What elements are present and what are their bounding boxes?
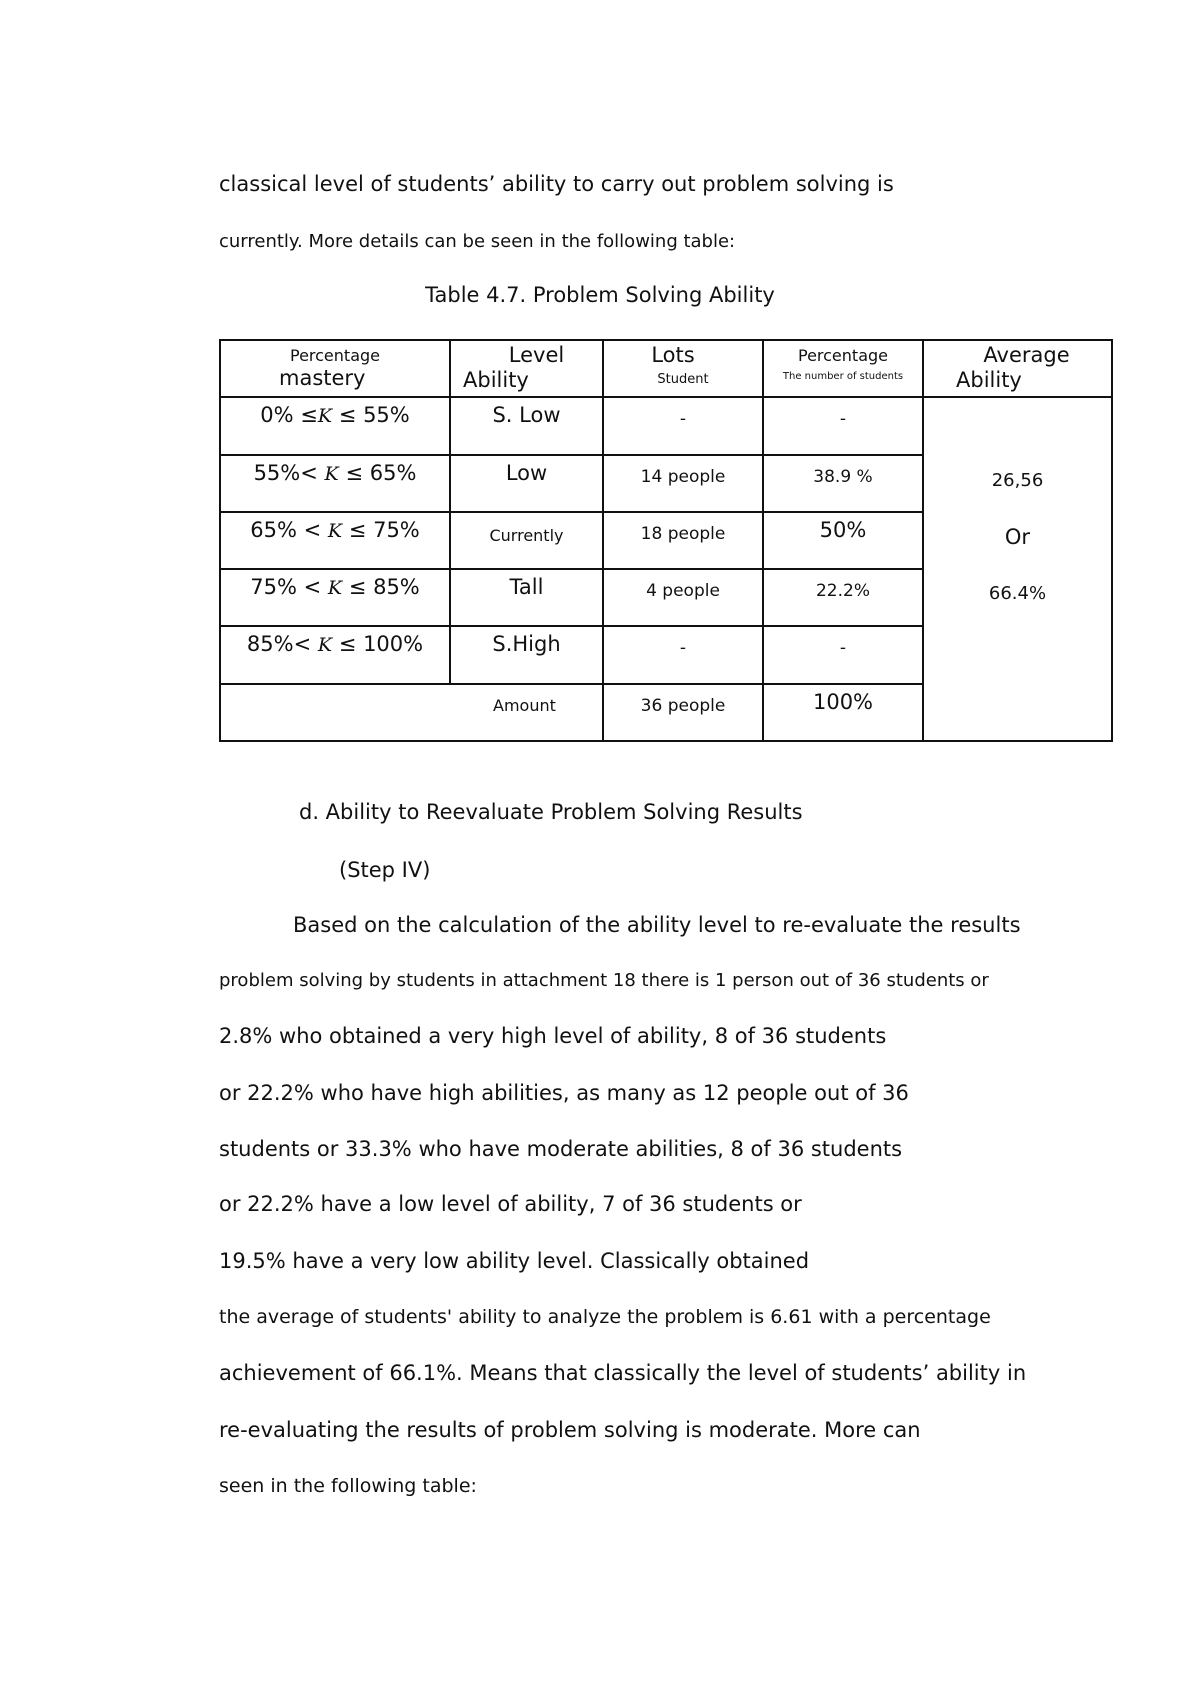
body-line: achievement of 66.1%. Means that classically the level of students’ ability in: [219, 1361, 1027, 1385]
level-cell: S.High: [450, 626, 603, 683]
body-line: or 22.2% have a low level of ability, 7 of 36 students or: [219, 1192, 802, 1216]
lots-cell: 4 people: [603, 569, 763, 626]
body-line: Based on the calculation of the ability level to re-evaluate the results: [293, 913, 1021, 937]
table-caption: Table 4.7. Problem Solving Ability: [425, 283, 775, 307]
level-cell: S. Low: [450, 397, 603, 454]
header-label: Level: [508, 343, 565, 367]
header-label: Ability: [463, 368, 529, 392]
range-cell: 0% ≤K ≤ 55%: [220, 397, 450, 454]
table-row: [220, 397, 1112, 454]
percentage-cell: 22.2%: [763, 569, 923, 626]
percentage-cell: -: [763, 626, 923, 683]
problem-solving-ability-table: [219, 339, 1113, 742]
header-label: Ability: [956, 368, 1022, 392]
header-label: mastery: [279, 366, 366, 390]
section-step: (Step IV): [339, 858, 431, 882]
body-line: students or 33.3% who have moderate abilities, 8 of 36 students: [219, 1137, 903, 1161]
lots-cell: 18 people: [603, 512, 763, 569]
total-label-cell: Amount: [220, 684, 603, 741]
range-cell: 75% < K ≤ 85%: [220, 569, 450, 626]
table-header-row: [220, 340, 1112, 397]
range-cell: 65% < K ≤ 75%: [220, 512, 450, 569]
body-line: 19.5% have a very low ability level. Classically obtained: [219, 1249, 810, 1273]
header-average-ability: [923, 340, 1112, 397]
average-percent: 66.4%: [988, 583, 1047, 605]
header-percentage-mastery: [220, 340, 450, 397]
intro-line-1: classical level of students’ ability to carry out problem solving is: [219, 172, 894, 196]
section-heading: d. Ability to Reevaluate Problem Solving Results: [299, 800, 803, 824]
lots-cell: 14 people: [603, 455, 763, 512]
header-level-ability: [450, 340, 603, 397]
level-cell: Low: [450, 455, 603, 512]
body-line: re-evaluating the results of problem solving is moderate. More can: [219, 1418, 921, 1442]
header-label: Percentage: [289, 346, 380, 365]
header-label: Percentage: [797, 346, 888, 365]
level-cell: Tall: [450, 569, 603, 626]
lots-cell: -: [603, 626, 763, 683]
percentage-cell: -: [763, 397, 923, 454]
level-cell: Currently: [450, 512, 603, 569]
header-label: The number of students: [782, 371, 904, 382]
range-cell: 85%< K ≤ 100%: [220, 626, 450, 683]
percentage-cell: 38.9 %: [763, 455, 923, 512]
body-line: 2.8% who obtained a very high level of ability, 8 of 36 students: [219, 1024, 887, 1048]
average-connector: Or: [1004, 525, 1031, 550]
range-cell: 55%< K ≤ 65%: [220, 455, 450, 512]
average-value: 26,56: [991, 470, 1044, 492]
header-label: Lots: [651, 343, 695, 367]
lots-cell: -: [603, 397, 763, 454]
header-label: Average: [983, 343, 1070, 367]
header-percentage-students: [763, 340, 923, 397]
body-line: seen in the following table:: [219, 1475, 477, 1497]
total-percentage-cell: 100%: [763, 684, 923, 741]
intro-line-2: currently. More details can be seen in the following table:: [219, 231, 736, 252]
body-line: problem solving by students in attachment 18 there is 1 person out of 36 students or: [219, 970, 989, 991]
total-lots-cell: 36 people: [603, 684, 763, 741]
header-label: Student: [657, 372, 709, 387]
body-line: or 22.2% who have high abilities, as many as 12 people out of 36: [219, 1081, 909, 1105]
body-line: the average of students' ability to analyze the problem is 6.61 with a percentage: [219, 1306, 991, 1328]
percentage-cell: 50%: [763, 512, 923, 569]
average-ability-cell: [923, 397, 1112, 741]
header-lots-student: [603, 340, 763, 397]
